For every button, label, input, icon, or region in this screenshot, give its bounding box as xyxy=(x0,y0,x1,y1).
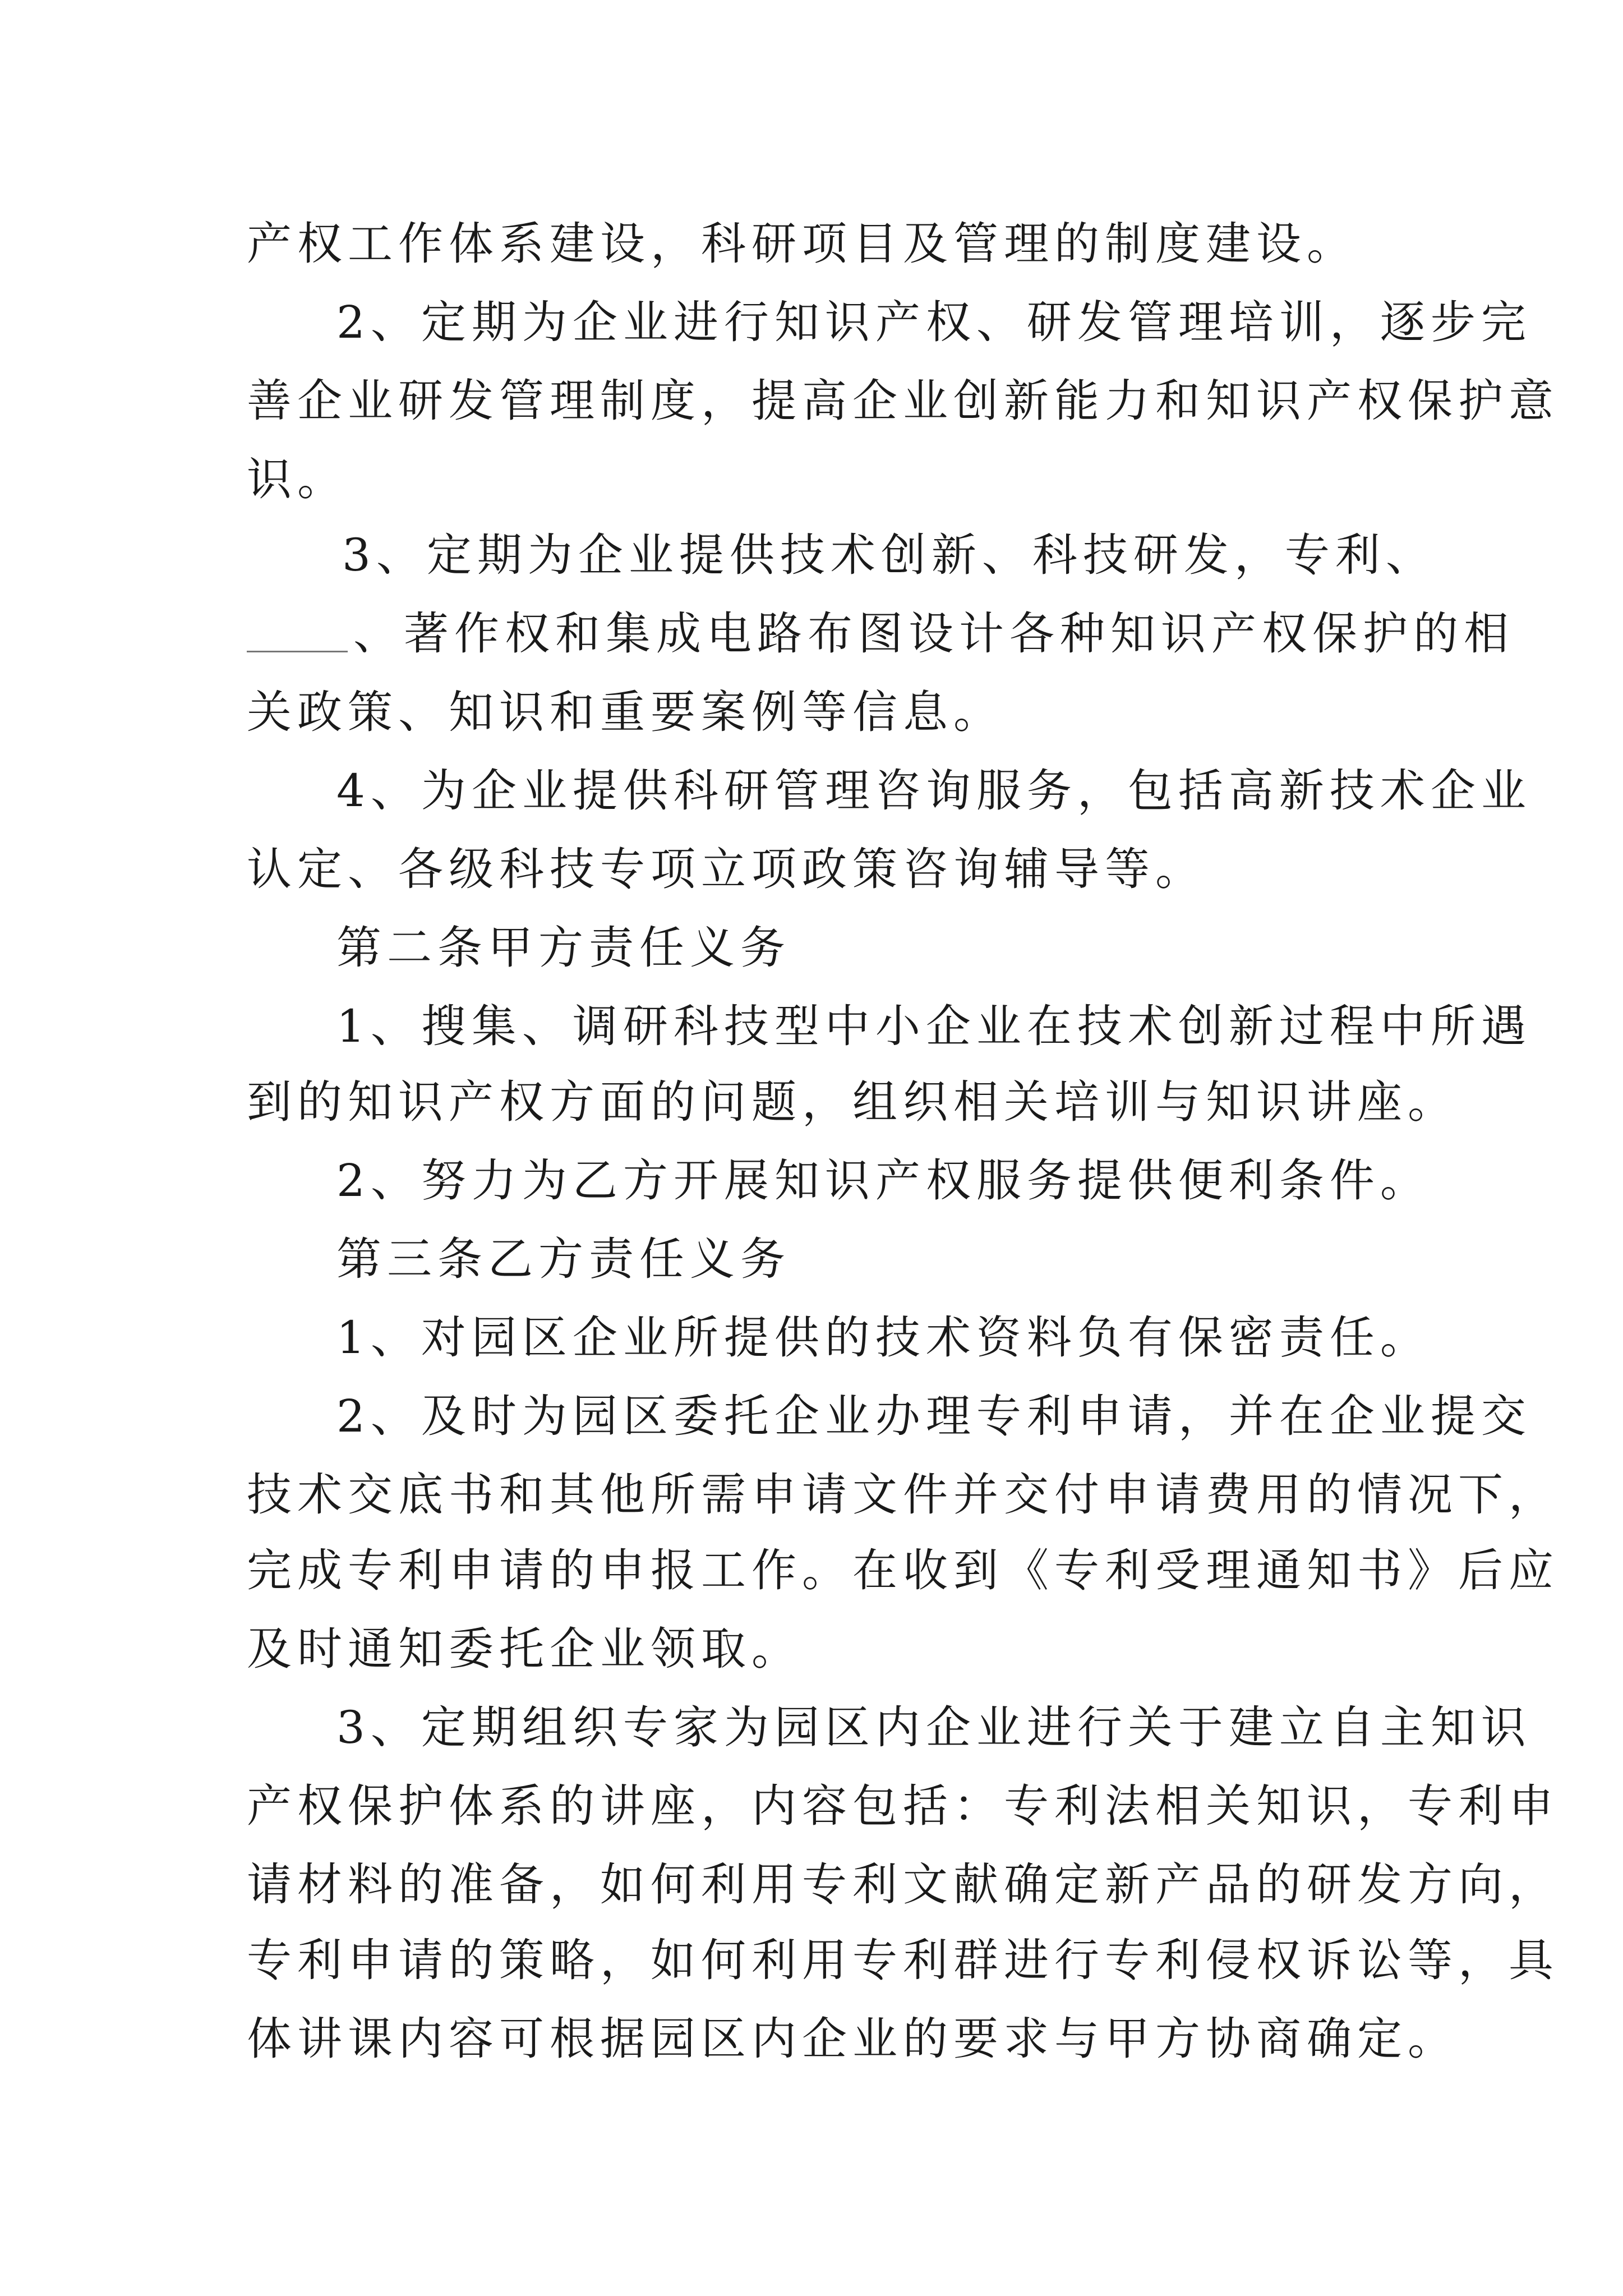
text-line: 及时通知委托企业领取。 xyxy=(247,1623,802,1675)
fill-in-blank xyxy=(247,651,348,652)
text-line: 3、定期为企业提供技术创新、科技研发，专利、 xyxy=(342,529,1436,581)
text-line: 4、为企业提供科研管理咨询服务，包括高新技术企业 xyxy=(336,765,1532,817)
text-line: 3、定期组织专家为园区内企业进行关于建立自主知识 xyxy=(336,1701,1532,1754)
text-line: 产权保护体系的讲座，内容包括：专利法相关知识，专利申 xyxy=(247,1780,1559,1832)
text-line: 1、搜集、调研科技型中小企业在技术创新过程中所遇 xyxy=(336,1000,1532,1052)
text-line: 技术交底书和其他所需申请文件并交付申请费用的情况下， xyxy=(247,1469,1559,1521)
text-line: 2、及时为园区委托企业办理专利申请，并在企业提交 xyxy=(336,1390,1532,1442)
text-line: 关政策、知识和重要案例等信息。 xyxy=(247,686,1004,738)
text-line: 善企业研发管理制度，提高企业创新能力和知识产权保护意 xyxy=(247,375,1559,427)
section-heading: 第三条乙方责任义务 xyxy=(336,1233,791,1285)
section-heading: 第二条甲方责任义务 xyxy=(336,922,791,974)
text-line: 识。 xyxy=(247,453,348,505)
text-line: 产权工作体系建设，科研项目及管理的制度建设。 xyxy=(247,218,1357,270)
text-line: 请材料的准备，如何利用专利文献确定新产品的研发方向， xyxy=(247,1858,1559,1911)
text-line: 2、定期为企业进行知识产权、研发管理培训，逐步完 xyxy=(336,296,1532,348)
text-line: 专利申请的策略，如何利用专利群进行专利侵权诉讼等，具 xyxy=(247,1934,1559,1986)
text-line: 认定、各级科技专项立项政策咨询辅导等。 xyxy=(247,843,1206,895)
text-line: 到的知识产权方面的问题，组织相关培训与知识讲座。 xyxy=(247,1076,1458,1128)
text-line: 2、努力为乙方开展知识产权服务提供便利条件。 xyxy=(336,1154,1431,1207)
text-line: 1、对园区企业所提供的技术资料负有保密责任。 xyxy=(336,1312,1431,1364)
text-line: 、著作权和集成电路布图设计各种知识产权保护的相 xyxy=(353,608,1514,660)
text-line: 体讲课内容可根据园区内企业的要求与甲方协商确定。 xyxy=(247,2013,1458,2065)
text-line: 完成专利申请的申报工作。在收到《专利受理通知书》后应 xyxy=(247,1544,1559,1596)
